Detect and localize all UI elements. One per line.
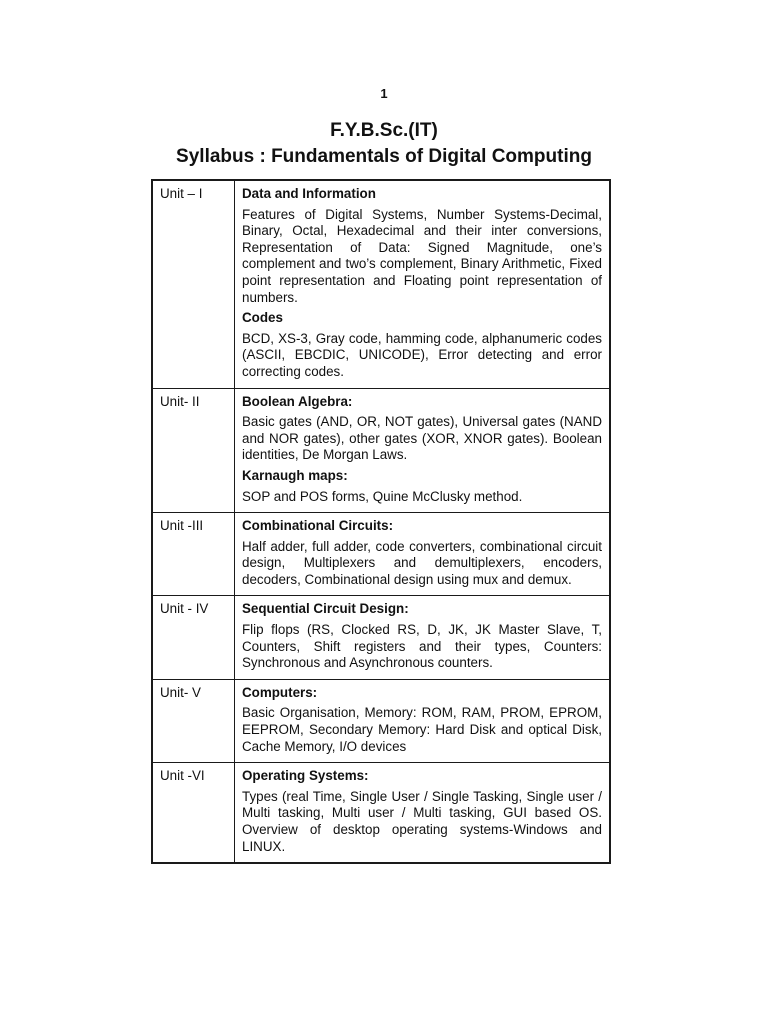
unit-label: Unit- V: [152, 679, 235, 762]
section-title: Combinational Circuits:: [242, 518, 394, 534]
page-number: 1: [380, 86, 388, 101]
unit-content: [235, 513, 611, 596]
section-body: Features of Digital Systems, Number Systems-Decimal, Binary, Octal, Hexadecimal and their inter conversions, Representation of Data: Signed Magnitude, one’s complement and two’s complement, Binary Arithmetic, Fixed point representation and Floating point representation of numbers.: [242, 206, 602, 305]
section-body: Types (real Time, Single User / Single Tasking, Single user / Multi tasking, Multi user / Multi tasking, GUI based OS. Overview of desktop operating systems-Windows and LINUX.: [242, 788, 602, 854]
unit-label: Unit -III: [152, 513, 235, 596]
section-body: Basic gates (AND, OR, NOT gates), Universal gates (NAND and NOR gates), other gates (XOR, XNOR gates). Boolean identities, De Morgan Laws.: [242, 414, 602, 463]
table-row: [152, 388, 610, 513]
syllabus-title: Syllabus : Fundamentals of Digital Computing: [176, 146, 592, 167]
document-header: [0, 118, 768, 170]
section-body: Basic Organisation, Memory: ROM, RAM, PROM, EPROM, EEPROM, Secondary Memory: Hard Disk and optical Disk, Cache Memory, I/O devices: [242, 705, 602, 754]
table-row: [152, 763, 610, 863]
section-body: Flip flops (RS, Clocked RS, D, JK, JK Master Slave, T, Counters, Shift registers and their types, Counters: Synchronous and Asynchronous counters.: [242, 622, 602, 671]
section-title: Data and Information: [242, 186, 376, 201]
unit-label: Unit -VI: [152, 763, 235, 863]
section-body: BCD, XS-3, Gray code, hamming code, alphanumeric codes (ASCII, EBCDIC, UNICODE), Error detecting and error correcting codes.: [242, 330, 602, 379]
table-row: [152, 180, 610, 388]
unit-content: [235, 679, 611, 762]
section-title: Karnaugh maps:: [242, 467, 348, 483]
section-title: Sequential Circuit Design:: [242, 601, 409, 617]
section-title: Computers:: [242, 684, 318, 700]
unit-content: [235, 180, 611, 388]
unit-label: Unit - IV: [152, 596, 235, 679]
course-title: F.Y.B.Sc.(IT): [330, 120, 438, 141]
section-body: SOP and POS forms, Quine McClusky method.: [242, 488, 523, 504]
section-title: Operating Systems:: [242, 768, 369, 784]
syllabus-table: [151, 179, 611, 864]
table-row: [152, 679, 610, 762]
table-row: [152, 596, 610, 679]
unit-label: Unit – I: [152, 180, 235, 388]
unit-content: [235, 388, 611, 513]
section-title: Boolean Algebra:: [242, 393, 353, 409]
section-title: Codes: [242, 310, 283, 326]
unit-content: [235, 763, 611, 863]
section-body: Half adder, full adder, code converters, combinational circuit design, Multiplexers and demultiplexers, encoders, decoders, Combinational design using mux and demux.: [242, 538, 602, 587]
unit-label: Unit- II: [152, 388, 235, 513]
table-row: [152, 513, 610, 596]
unit-content: [235, 596, 611, 679]
